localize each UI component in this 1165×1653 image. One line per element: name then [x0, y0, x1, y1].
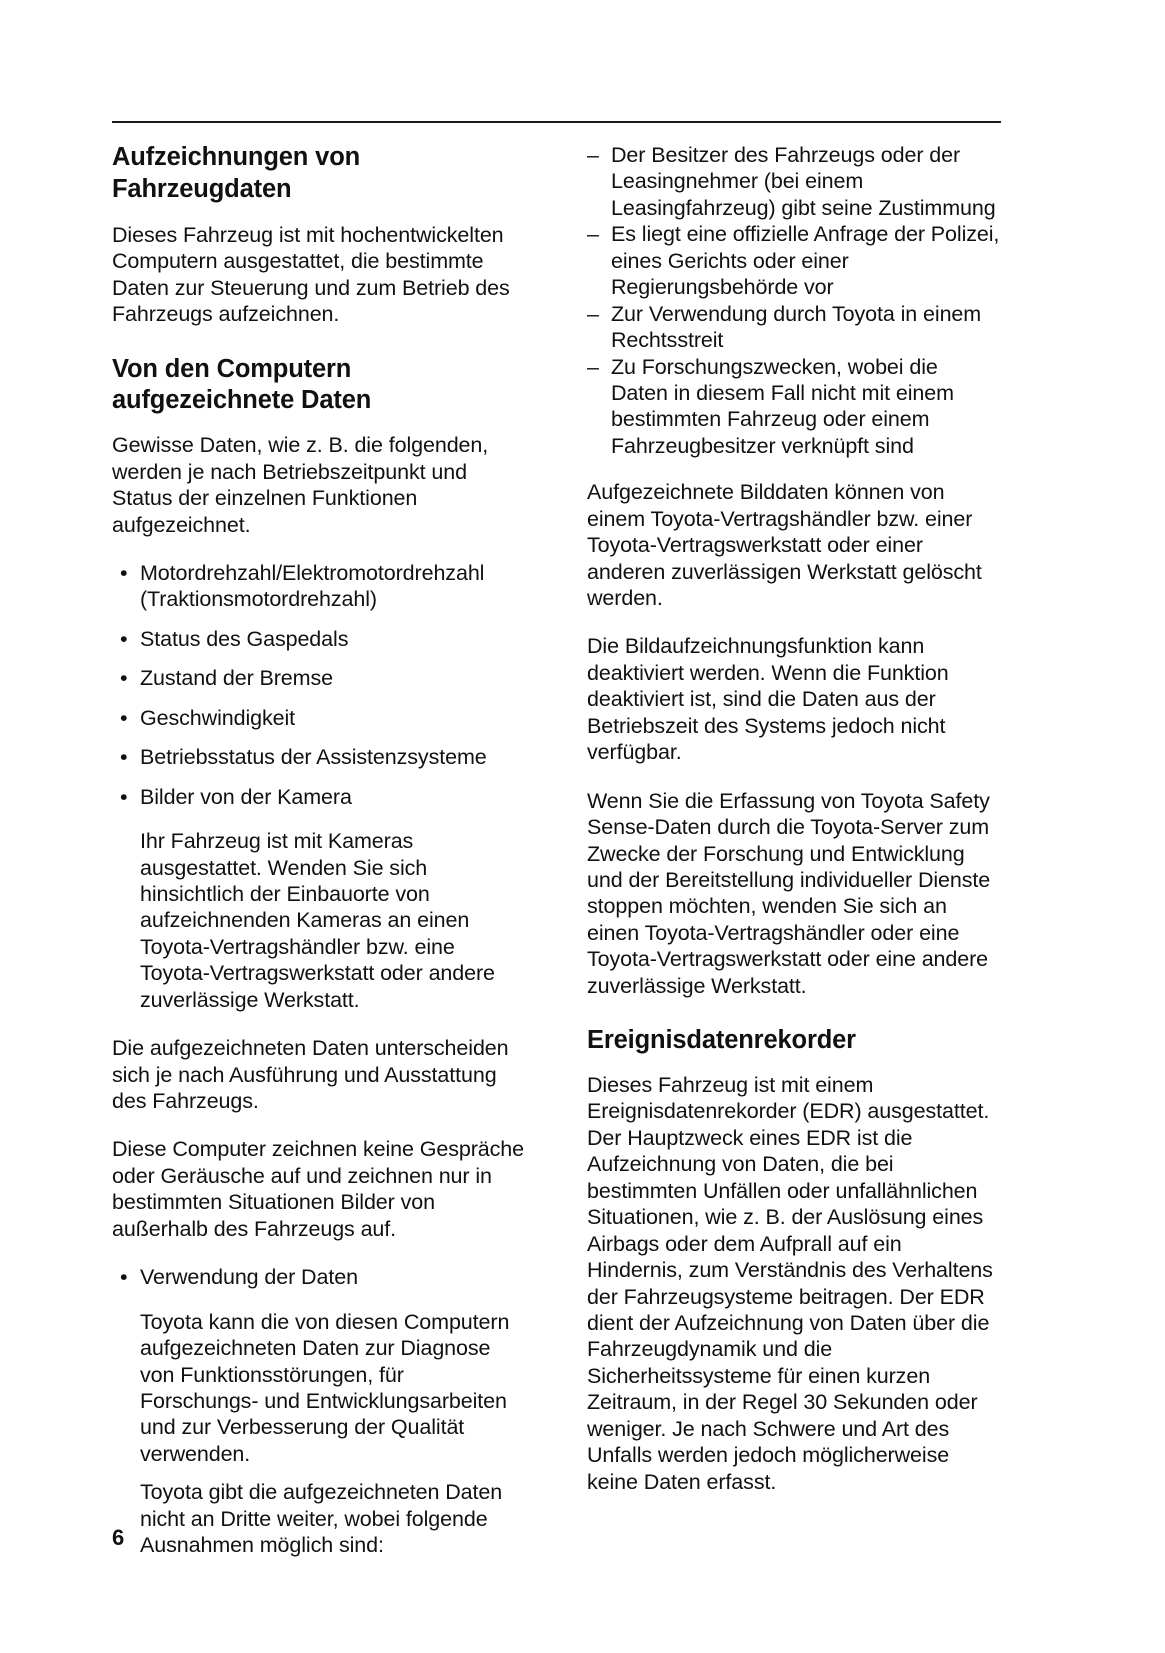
page-title: Aufzeichnungen von Fahrzeugdaten	[112, 143, 361, 203]
header-rule	[112, 121, 1001, 123]
list-item	[587, 301, 1000, 354]
bullet-icon: •	[120, 666, 128, 691]
recorded-data-list	[112, 560, 525, 810]
data-usage-list	[112, 1264, 525, 1290]
list-item	[587, 142, 1000, 221]
intro-paragraph: Dieses Fahrzeug ist mit hochentwickelten Computern ausgestattet, die bestimmte Daten zur Steuerung und zum Betrieb des Fahrzeugs aufzeichnen.	[112, 222, 510, 327]
dash-icon: –	[587, 354, 599, 379]
subsection-intro-paragraph: Gewisse Daten, wie z. B. die folgenden, werden je nach Betriebszeitpunkt und Status der einzelnen Funktionen aufgezeichnet.	[112, 433, 489, 537]
list-item	[112, 626, 525, 652]
list-item-label: Es liegt eine offizielle Anfrage der Polizei, eines Gerichts oder einer Regierungsbehörde vor	[611, 222, 1000, 300]
right-column	[587, 142, 1000, 1559]
exception-list	[587, 142, 1000, 459]
bullet-icon: •	[120, 705, 128, 730]
image-recording-deactivation-paragraph: Die Bildaufzeichnungsfunktion kann deaktiviert werden. Wenn die Funktion deaktiviert ist, sind die Daten aus der Betriebszeit des Systems jedoch nicht verfügbar.	[587, 634, 949, 765]
list-item-label: Bilder von der Kamera	[140, 784, 352, 809]
list-item-label: Zur Verwendung durch Toyota in einem Rechtsstreit	[611, 301, 982, 353]
bullet-icon: •	[120, 1265, 128, 1290]
list-item-label: Der Besitzer des Fahrzeugs oder der Leasingnehmer (bei einem Leasingfahrzeug) gibt seine Zustimmung	[611, 143, 996, 220]
bullet-icon: •	[120, 784, 128, 809]
list-item-label: Verwendung der Daten	[140, 1265, 358, 1290]
safety-sense-optout-paragraph: Wenn Sie die Erfassung von Toyota Safety Sense-Daten durch die Toyota-Server zum Zwecke der Forschung und Entwicklung und der Bereitstellung individueller Dienste stoppen möchten, wenden Sie sich an einen Toyota-Vertragshändler oder eine Toyota-Vertragswerkstatt oder eine andere zuverlässige Werkstatt.	[587, 788, 991, 998]
list-item	[112, 784, 525, 810]
dash-icon: –	[587, 143, 599, 167]
subsection-title-recorded-data: Von den Computern aufgezeichnete Daten	[112, 354, 372, 415]
list-item	[112, 744, 525, 770]
list-item	[112, 1264, 525, 1290]
list-item-label: Geschwindigkeit	[140, 705, 296, 730]
event-data-recorder-paragraph: Dieses Fahrzeug ist mit einem Ereignisdatenrekorder (EDR) ausgestattet. Der Hauptzweck eines EDR ist die Aufzeichnung von Daten, die bei bestimmten Unfällen oder unfallähnlichen Situationen, wie z. B. der Auslösung eines Airbags oder dem Aufprall auf ein Hindernis, zum Verständnis des Verhaltens der Fahrzeugsysteme beitragen. Der EDR dient der Aufzeichnung von Daten über die Fahrzeugdynamik und die Sicherheitssysteme für einen kurzen Zeitraum, in der Regel 30 Sekunden oder weniger. Je nach Schwere und Art des Unfalls werden jedoch möglicherweise keine Daten erfasst.	[587, 1073, 993, 1494]
list-item	[112, 665, 525, 691]
image-data-deletion-paragraph: Aufgezeichnete Bilddaten können von einem Toyota-Vertragshändler bzw. einer Toyota-Vertragswerkstatt oder einer anderen zuverlässigen Werkstatt gelöscht werden.	[587, 480, 982, 610]
list-item-label: Motordrehzahl/Elektromotordrehzahl (Traktionsmotordrehzahl)	[140, 561, 485, 612]
two-column-body	[112, 142, 1001, 1559]
subsection-title-event-data-recorder: Ereignisdatenrekorder	[587, 1026, 856, 1055]
camera-note-paragraph: Ihr Fahrzeug ist mit Kameras ausgestattet. Wenden Sie sich hinsichtlich der Einbauorte von aufzeichnenden Kameras an einen Toyota-Vertragshändler bzw. eine Toyota-Vertragswerkstatt oder andere zuverlässige Werkstatt.	[140, 829, 495, 1012]
bullet-icon: •	[120, 745, 128, 770]
usage-purpose-paragraph: Toyota kann die von diesen Computern aufgezeichneten Daten zur Diagnose von Funktionsstörungen, für Forschungs- und Entwicklungsarbeiten und zur Verbesserung der Qualität verwenden.	[140, 1309, 510, 1466]
manual-page	[112, 0, 1001, 1653]
list-item-label: Status des Gaspedals	[140, 626, 349, 651]
no-audio-recording-paragraph: Diese Computer zeichnen keine Gespräche oder Geräusche auf und zeichnen nur in bestimmten Situationen Bilder von außerhalb des Fahrzeugs auf.	[112, 1137, 524, 1241]
list-item	[587, 221, 1000, 300]
bullet-icon: •	[120, 561, 128, 585]
list-item-label: Zustand der Bremse	[140, 666, 333, 691]
list-item-label: Betriebsstatus der Assistenzsysteme	[140, 745, 487, 770]
left-column	[112, 142, 525, 1559]
third-party-exceptions-intro: Toyota gibt die aufgezeichneten Daten nicht an Dritte weiter, wobei folgende Ausnahmen möglich sind:	[140, 1480, 503, 1558]
data-variation-paragraph: Die aufgezeichneten Daten unterscheiden sich je nach Ausführung und Ausstattung des Fahrzeugs.	[112, 1036, 509, 1113]
list-item	[112, 705, 525, 731]
bullet-icon: •	[120, 626, 128, 651]
list-item	[112, 560, 525, 613]
dash-icon: –	[587, 222, 599, 247]
list-item	[587, 354, 1000, 460]
dash-icon: –	[587, 301, 599, 326]
list-item-label: Zu Forschungszwecken, wobei die Daten in diesem Fall nicht mit einem bestimmten Fahrzeug oder einem Fahrzeugbesitzer verknüpft sind	[611, 354, 954, 458]
page-number: 6	[112, 1525, 125, 1550]
